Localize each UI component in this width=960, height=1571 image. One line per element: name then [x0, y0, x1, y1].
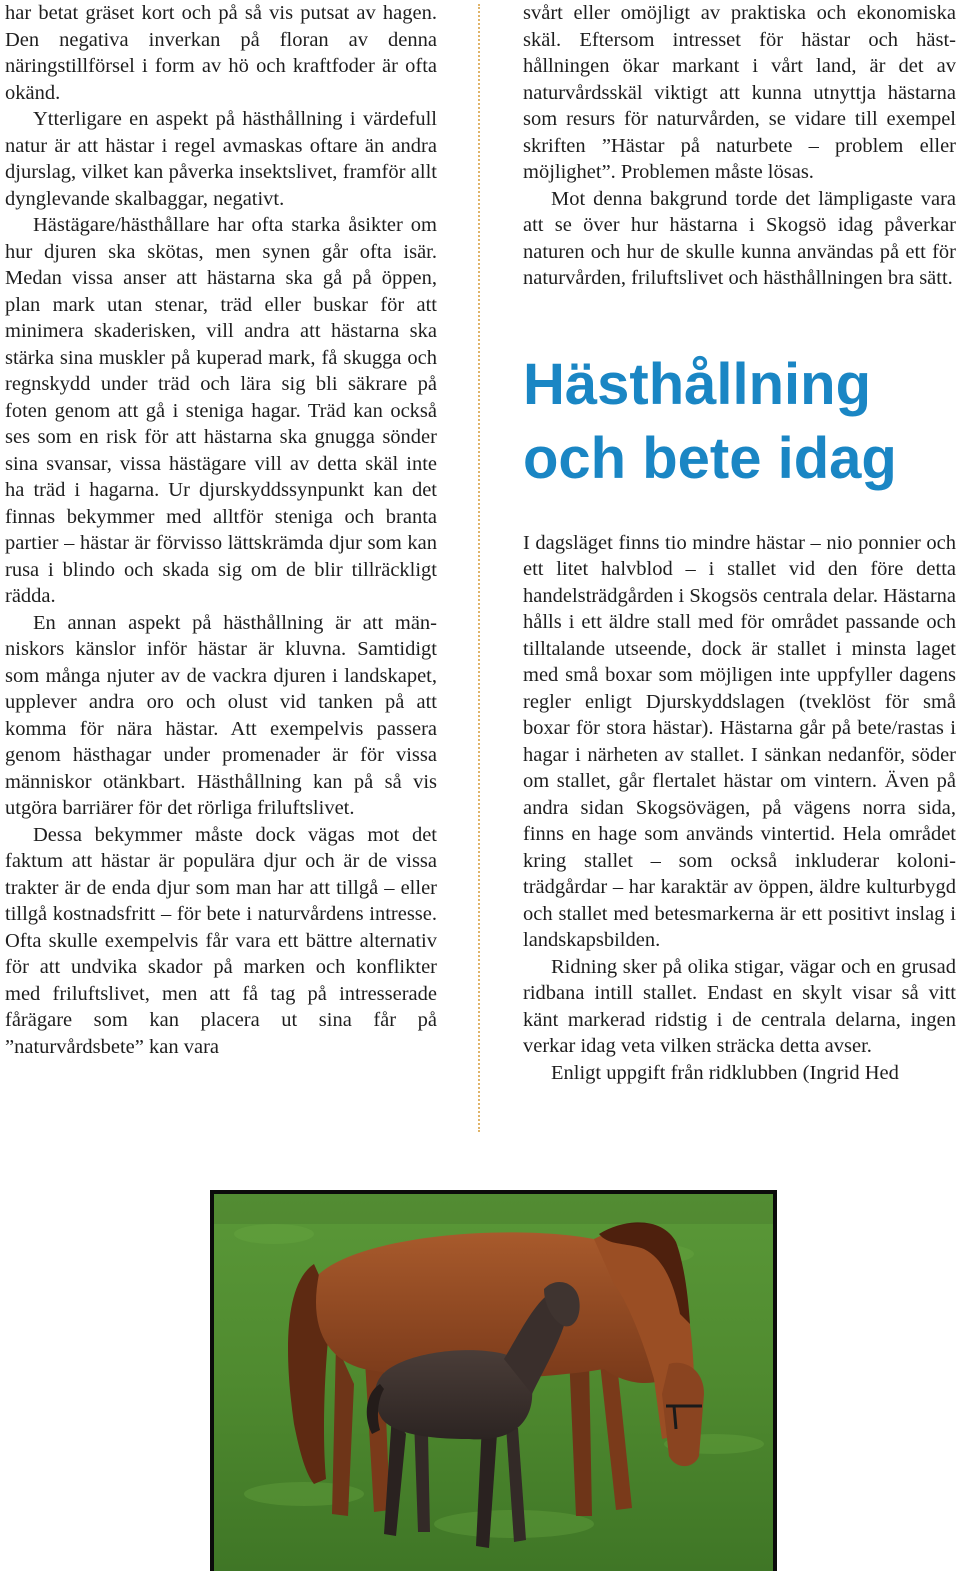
paragraph: svårt eller omöjligt av praktiska och ekonomiska skäl. Eftersom intresset för hästar och hästhållningen ökar markant i vårt land, är det av naturvårdsskäl viktigt att kunna utnyttja hästarna som resurs för naturvården, se vidare till exempel skriften ”Hästar på naturbete – problem eller möjlighet”. Problemen måste lösas.: [523, 2, 956, 183]
right-text-column: [523, 0, 956, 1086]
section-heading: [523, 348, 956, 496]
paragraph: Enligt uppgift från ridklubben (Ingrid Hed: [551, 1061, 899, 1084]
paragraph: En annan aspekt på hästhållning är att människors känslor inför hästar är kluvna. Samtidigt som många njuter av de vackra djuren i landskapet, upplever andra oro och olust vid tanken på att komma för nära hästar. Att exempelvis passera genom hästhagar under promenader är för vissa människor otänkbart. Hästhållning kan på så vis utgöra barriärer för det rörliga friluftslivet.: [5, 611, 437, 819]
photo-shading: [214, 1194, 773, 1224]
horse-photo: [210, 1190, 777, 1571]
paragraph: har betat gräset kort och på så vis putsat av hagen. Den negativa inverkan på floran av denna näringstillförsel i form av hö och kraftfoder är ofta okänd.: [5, 2, 437, 104]
mare-and-foal-illustration: [214, 1194, 773, 1571]
paragraph: Dessa bekymmer måste dock vägas mot det faktum att hästar är populära djur och är de vissa trakter är de enda djur som man har att tillgå – eller tillgå kostnadsfritt – för bete i naturvårdens intresse. Ofta skulle exempelvis får vara ett bättre alternativ för att undvika skador på marken och konflikter med friluftslivet, men att få tag på intresserade fårägare som kan placera ut sina får på ”naturvårdsbete” kan vara: [5, 823, 437, 1058]
paragraph: Mot denna bakgrund torde det lämpligaste vara att se över hur hästarna i Skogsö idag påverkar naturen och hur de skulle kunna användas på ett för naturvården, friluftslivet och hästhållningen bra sätt.: [523, 187, 956, 289]
column-divider: [478, 4, 480, 1132]
paragraph: Ytterligare en aspekt på hästhållning i värdefull natur är att hästar i regel avmaskas oftare än andra djurslag, vilket kan påverka insektslivet, framför allt dynglevande skalbaggar, negativt.: [5, 108, 437, 210]
paragraph: Hästägare/hästhållare har ofta starka åsikter om hur djuren ska skötas, men synen går ofta isär. Medan vissa anser att hästarna ska gå på öppen, plan mark utan stenar, träd eller buskar för att minimera skaderisken, vill andra att hästarna ska stärka sina muskler på kuperad mark, få skugga och regnskydd under träd och lära sig bli säkrare på foten genom att gå i steniga hagar. Träd kan också ses som en risk för att hästarna ska gnugga sönder sina svansar, vissa hästägare vill av detta skäl inte ha träd i hagarna. Ur djurskyddssynpunkt kan det finnas bekymmer med alltför steniga och branta partier – hästar är förvisso lättskrämda djur som kan rusa i blindo och skada sig om de blir tillräckligt rädda.: [5, 214, 437, 607]
paragraph: Ridning sker på olika stigar, vägar och en grusad ridbana intill stallet. Endast en skylt visar så vitt känt markerad ridstig i de centrala delarna, ingen verkar idag veta vilken sträcka detta avser.: [523, 955, 956, 1057]
heading-line: och bete idag: [523, 425, 897, 491]
heading-line: Hästhållning: [523, 351, 872, 417]
left-text-column: [5, 0, 437, 1060]
paragraph: I dagsläget finns tio mindre hästar – nio ponnier och ett litet halvblod – i stallet vid den före detta handelsträdgården i Skogsös centrala delar. Hästarna hålls i ett äldre stall med för området passande och tilltalande utseende, dock är stallet i minsta laget med små boxar som möjligen inte uppfyller dagens regler enligt Djurskyddslagen (tveklöst för små boxar för stora hästar). Hästarna går på bete/rastas i hagar i närheten av stallet. I sänkan nedanför, söder om stallet, går flertalet hästar om vintern. Även på andra sidan Skogsövägen, på vägens norra sida, finns en hage som används vintertid. Hela området kring stallet – som också inkluderar koloniträdgårdar – har karaktär av öppen, äldre kulturbygd och stallet med betesmarkerna är ett positivt inslag i landskapsbilden.: [523, 531, 956, 951]
